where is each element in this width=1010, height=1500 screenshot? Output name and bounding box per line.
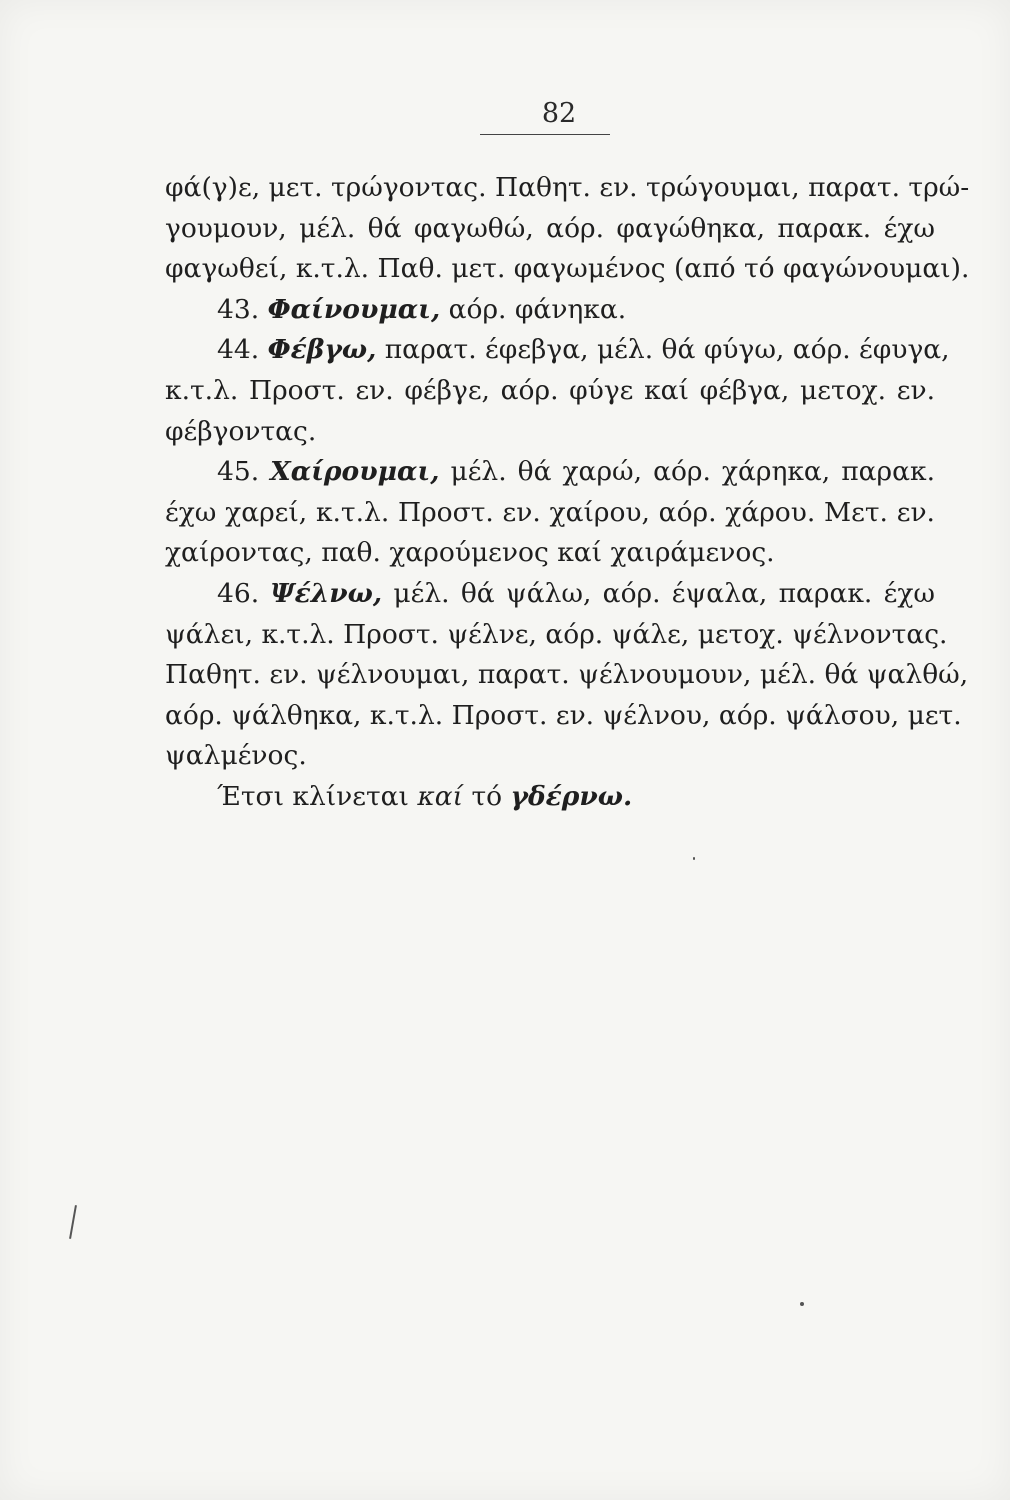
text-line bbox=[165, 493, 935, 534]
text-run: έχω χαρεί, κ.τ.λ. Προστ. εν. χαίρου, αόρ. χάρου. Μετ. εν. bbox=[165, 496, 935, 528]
body-text bbox=[165, 168, 970, 818]
text-run: γουμουν, μέλ. θά φαγωθώ, αόρ. φαγώθηκα, παρακ. έχω bbox=[165, 212, 935, 244]
text-run: ψάλει, κ.τ.λ. Προστ. ψέλνε, αόρ. ψάλε, μετοχ. ψέλνοντας. bbox=[165, 618, 948, 650]
text-run: φαγωθεί, κ.τ.λ. Παθ. μετ. φαγωμένος (από τό φαγώνουμαι). bbox=[165, 253, 970, 285]
text-run: φά(γ)ε, μετ. τρώγοντας. Παθητ. εν. τρώγουμαι, παρατ. τρώ- bbox=[165, 172, 970, 203]
headword: γδέρνω. bbox=[510, 780, 633, 812]
header-rule bbox=[480, 134, 610, 135]
headword: Ψέλνω, bbox=[270, 577, 383, 609]
emphasis: καί bbox=[417, 780, 464, 812]
text-line bbox=[165, 574, 935, 615]
text-run: Παθητ. εν. ψέλνουμαι, παρατ. ψέλνουμουν, μέλ. θά ψαλθώ, bbox=[165, 659, 969, 691]
headword: Χαίρουμαι, bbox=[270, 456, 440, 488]
headword: Φαίνουμαι, bbox=[267, 293, 441, 325]
text-run: αόρ. φάνηκα. bbox=[440, 293, 627, 325]
text-run: 44. bbox=[217, 334, 268, 366]
text-run: 45. bbox=[217, 456, 271, 488]
text-run: τό bbox=[463, 780, 511, 812]
text-line bbox=[165, 615, 948, 656]
text-line bbox=[165, 371, 935, 412]
text-line bbox=[165, 412, 935, 453]
text-run: φέβγοντας. bbox=[165, 415, 317, 447]
text-line bbox=[165, 736, 935, 777]
text-line bbox=[165, 696, 962, 737]
text-line bbox=[165, 533, 935, 574]
text-line bbox=[165, 168, 970, 209]
scan-mark bbox=[800, 1302, 804, 1306]
text-line bbox=[165, 209, 935, 250]
text-line bbox=[165, 777, 935, 818]
text-run: μέλ. θά χαρώ, αόρ. χάρηκα, παρακ. bbox=[439, 456, 935, 488]
text-run: παρατ. έφεβγα, μέλ. θά φύγω, αόρ. έφυγα, bbox=[376, 334, 950, 366]
text-line bbox=[165, 290, 935, 331]
text-run: ψαλμένος. bbox=[165, 740, 307, 772]
text-line bbox=[165, 330, 950, 371]
text-run: χαίροντας, παθ. χαρούμενος καί χαιράμενος. bbox=[165, 537, 775, 569]
text-run: Έτσι κλίνεται bbox=[217, 780, 418, 812]
text-line bbox=[165, 452, 935, 493]
scan-mark bbox=[693, 857, 695, 860]
text-line bbox=[165, 249, 970, 290]
text-line bbox=[165, 655, 969, 696]
scan-mark bbox=[69, 1205, 77, 1239]
text-run: αόρ. ψάλθηκα, κ.τ.λ. Προστ. εν. ψέλνου, αόρ. ψάλσου, μετ. bbox=[165, 699, 962, 731]
text-run: 43. bbox=[217, 293, 268, 325]
page-number: 82 bbox=[541, 98, 577, 129]
text-run: 46. bbox=[217, 577, 271, 609]
text-run: μέλ. θά ψάλω, αόρ. έψαλα, παρακ. έχω bbox=[382, 577, 935, 609]
text-run: κ.τ.λ. Προστ. εν. φέβγε, αόρ. φύγε καί φέβγα, μετοχ. εν. bbox=[165, 374, 935, 406]
headword: Φέβγω, bbox=[267, 334, 377, 366]
